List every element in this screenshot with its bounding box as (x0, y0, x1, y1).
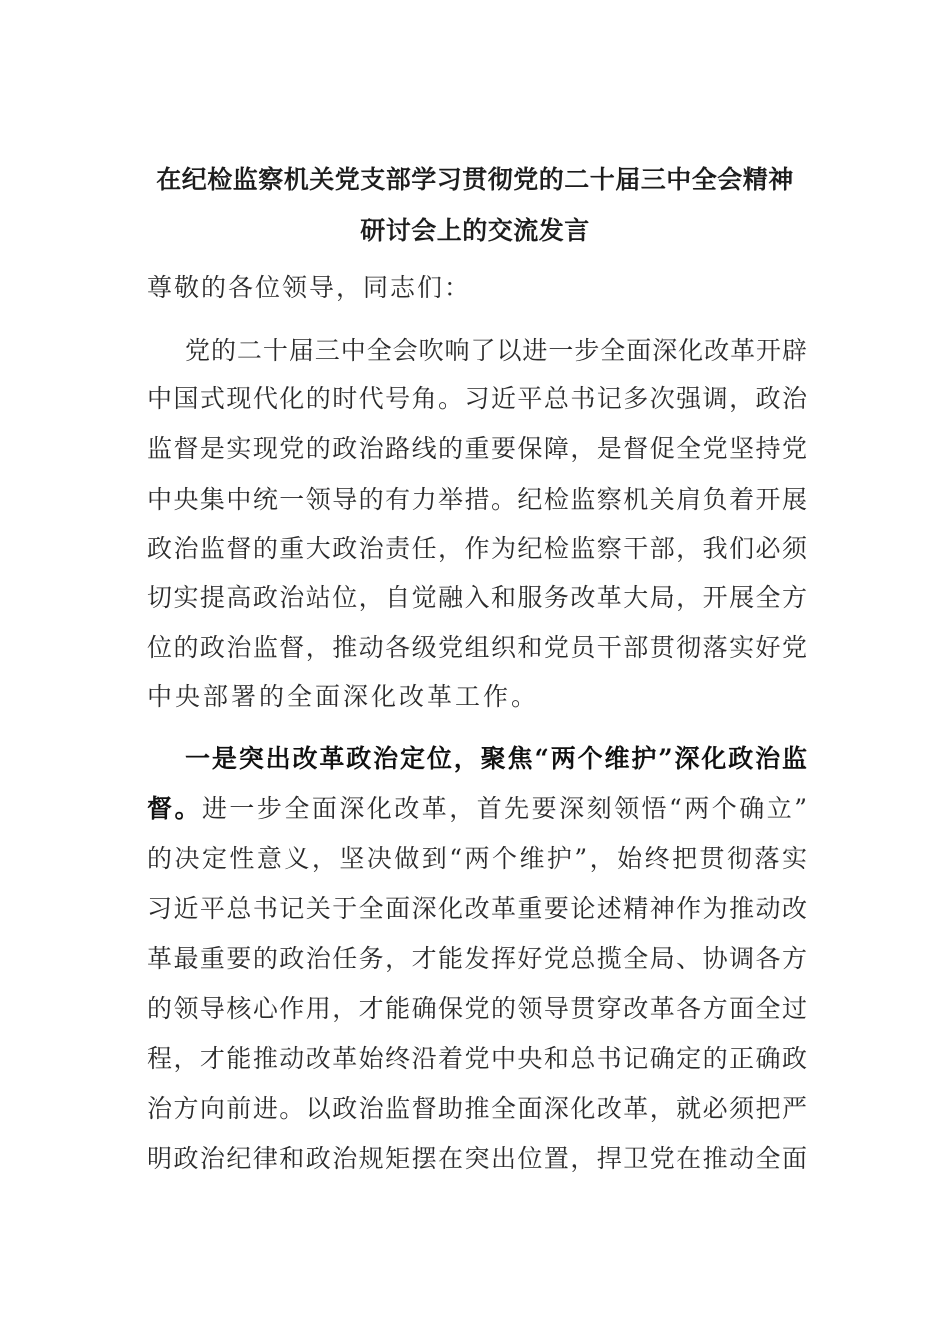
paragraph-1-line: 中国式现代化的时代号角。习近平总书记多次强调，政治 (147, 384, 807, 413)
paragraph-2-line: 的领导核心作用，才能确保党的领导贯穿改革各方面全过 (147, 994, 807, 1023)
paragraph-1-line: 切实提高政治站位，自觉融入和服务改革大局，开展全方 (147, 583, 807, 612)
section-1-heading: 一是突出改革政治定位，聚焦“两个维护”深化政治监 (185, 744, 807, 773)
paragraph-2-line: 治方向前进。以政治监督助推全面深化改革，就必须把严 (147, 1094, 807, 1123)
paragraph-2-line: 革最重要的政治任务，才能发挥好党总揽全局、协调各方 (147, 944, 807, 973)
paragraph-1-line: 中央部署的全面深化改革工作。 (147, 682, 540, 711)
paragraph-2-line: 的决定性意义，坚决做到“两个维护”，始终把贯彻落实 (147, 844, 807, 873)
salutation: 尊敬的各位领导，同志们： (147, 273, 472, 302)
paragraph-2-line: 明政治纪律和政治规矩摆在突出位置，捍卫党在推动全面 (147, 1144, 807, 1173)
paragraph-1-line: 中央集中统一领导的有力举措。纪检监察机关肩负着开展 (147, 485, 807, 514)
paragraph-1-line: 监督是实现党的政治路线的重要保障，是督促全党坚持党 (147, 434, 807, 463)
paragraph-1-line: 党的二十届三中全会吹响了以进一步全面深化改革开辟 (185, 336, 807, 365)
document-title-line-1: 在纪检监察机关党支部学习贯彻党的二十届三中全会精神 (156, 165, 794, 194)
section-1-heading-end: 督。 (147, 794, 202, 823)
paragraph-1-line: 政治监督的重大政治责任，作为纪检监察干部，我们必须 (147, 534, 807, 563)
paragraph-2-line: 习近平总书记关于全面深化改革重要论述精神作为推动改 (147, 894, 807, 923)
document-title-line-2: 研讨会上的交流发言 (360, 216, 590, 245)
paragraph-2-line: 程，才能推动改革始终沿着党中央和总书记确定的正确政 (147, 1044, 807, 1073)
paragraph-2-line (147, 794, 807, 824)
paragraph-1-line: 位的政治监督，推动各级党组织和党员干部贯彻落实好党 (147, 633, 807, 662)
paragraph-2-text: 进一步全面深化改革，首先要深刻领悟“两个确立” (201, 794, 807, 823)
